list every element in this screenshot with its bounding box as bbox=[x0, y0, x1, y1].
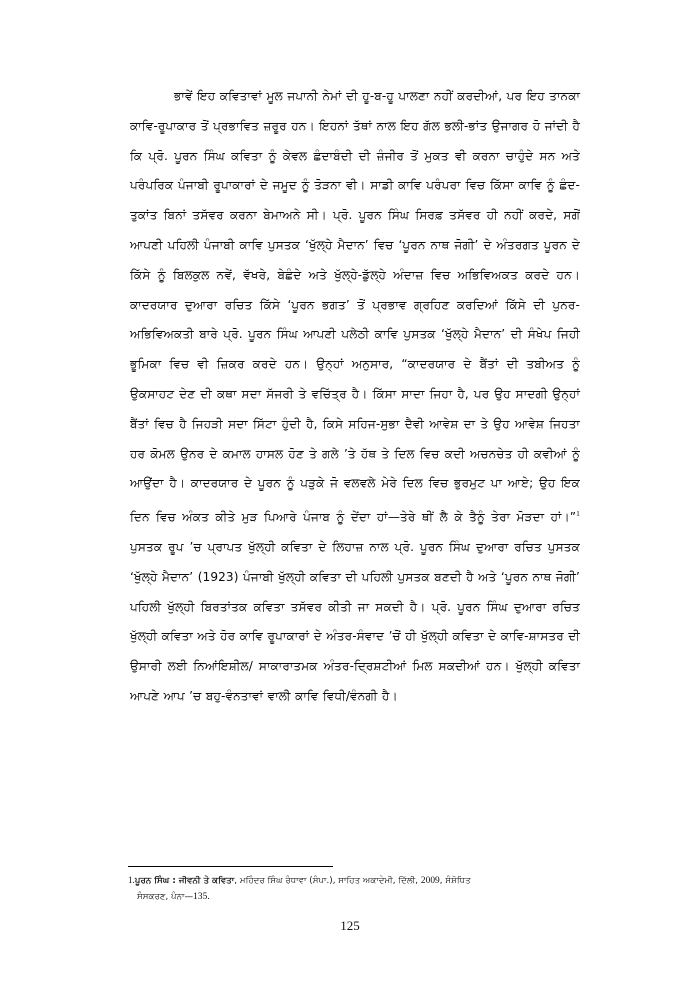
footnote-book-title: ਪੂਰਨ ਸਿੰਘ : ਜੀਵਨੀ ਤੇ ਕਵਿਤਾ bbox=[134, 876, 235, 886]
footnote-area bbox=[128, 866, 580, 905]
body-paragraph-main bbox=[130, 82, 580, 712]
footnote-number: 1. bbox=[128, 875, 135, 885]
footnote-editor-publisher: , ਮਹਿੰਦਰ ਸਿੰਘ ਰੰਧਾਵਾ (ਸੰਪਾ.), ਸਾਹਿਤ ਅਕਾਦੇਮੀ, ਦਿੱਲੀ, bbox=[234, 876, 421, 886]
page-number-footer: 125 bbox=[340, 918, 360, 933]
footnote-edition-prefix: ਸੰਸਕਰਣ, ਪੰਨਾ— bbox=[137, 891, 194, 902]
footnote-year: 2009 bbox=[420, 876, 440, 886]
footnote-reference-marker: 1 bbox=[576, 509, 580, 519]
footnote-separator-rule bbox=[128, 866, 333, 867]
body-paragraph-text-tail: ਪੁਸਤਕ ਰੂਪ ’ਚ ਪ੍ਰਾਪਤ ਖੁੱਲ੍ਹੀ ਕਵਿਤਾ ਦੇ ਲਿਹਾਜ਼ ਨਾਲ ਪ੍ਰੋ. ਪੂਰਨ ਸਿੰਘ ਦੁਆਰਾ ਰਚਿਤ ਪੁਸਤਕ ‘ਖੁੱਲ੍ਹੇ ਮੈਦਾਨ’ (1923) ਪੰਜਾਬੀ ਖੁੱਲ੍ਹੀ ਕਵਿਤਾ ਦੀ ਪਹਿਲੀ ਪੁਸਤਕ ਬਣਦੀ ਹੈ ਅਤੇ ‘ਪੂਰਨ ਨਾਥ ਜੋਗੀ’ ਪਹਿਲੀ ਖੁੱਲ੍ਹੀ ਬਿਰਤਾਂਤਕ ਕਵਿਤਾ ਤਸੱਵਰ ਕੀਤੀ ਜਾ ਸਕਦੀ ਹੈ। ਪ੍ਰੋ. ਪੂਰਨ ਸਿੰਘ ਦੁਆਰਾ ਰਚਿਤ ਖੁੱਲ੍ਹੀ ਕਵਿਤਾ ਅਤੇ ਹੋਰ ਕਾਵਿ ਰੂਪਾਕਾਰਾਂ ਦੇ ਅੰਤਰ-ਸੰਵਾਦ ’ਚੋਂ ਹੀ ਖੁੱਲ੍ਹੀ ਕਵਿਤਾ ਦੇ ਕਾਵਿ-ਸ਼ਾਸਤਰ ਦੀ ਉਸਾਰੀ ਲਈ ਨਿਆਂਇਸ਼ੀਲ/ ਸਾਕਾਰਾਤਮਕ ਅੰਤਰ-ਦ੍ਰਿਸ਼ਟੀਆਂ ਮਿਲ ਸਕਦੀਆਂ ਹਨ। ਖੁੱਲ੍ਹੀ ਕਵਿਤਾ ਆਪਣੇ ਆਪ ’ਚ ਬਹੁ-ਵੰਨਤਾਵਾਂ ਵਾਲੀ ਕਾਵਿ ਵਿਧੀ/ਵੰਨਗੀ ਹੈ। bbox=[130, 539, 580, 703]
body-paragraph-text: ਭਾਵੇਂ ਇਹ ਕਵਿਤਾਵਾਂ ਮੂਲ ਜਪਾਨੀ ਨੇਮਾਂ ਦੀ ਹੂ-ਬ-ਹੂ ਪਾਲਣਾ ਨਹੀਂ ਕਰਦੀਆਂ, ਪਰ ਇਹ ਤਾਨਕਾ ਕਾਵਿ-ਰੂਪਾਕਾਰ ਤੋਂ ਪ੍ਰਭਾਵਿਤ ਜ਼ਰੂਰ ਹਨ। ਇਹਨਾਂ ਤੱਥਾਂ ਨਾਲ ਇਹ ਗੱਲ ਭਲੀ-ਭਾਂਤ ਉਜਾਗਰ ਹੋ ਜਾਂਦੀ ਹੈ ਕਿ ਪ੍ਰੋ. ਪੂਰਨ ਸਿੰਘ ਕਵਿਤਾ ਨੂੰ ਕੇਵਲ ਛੰਦਾਬੰਦੀ ਦੀ ਜ਼ੰਜੀਰ ਤੋਂ ਮੁਕਤ ਵੀ ਕਰਨਾ ਚਾਹੁੰਦੇ ਸਨ ਅਤੇ ਪਰੰਪਰਿਕ ਪੰਜਾਬੀ ਰੂਪਾਕਾਰਾਂ ਦੇ ਜਮੂਦ ਨੂੰ ਤੋੜਨਾ ਵੀ। ਸਾਡੀ ਕਾਵਿ ਪਰੰਪਰਾ ਵਿਚ ਕਿੱਸਾ ਕਾਵਿ ਨੂੰ ਛੰਦ-ਤੁਕਾਂਤ ਬਿਨਾਂ ਤਸੱਵਰ ਕਰਨਾ ਬੇਮਾਅਨੇ ਸੀ। ਪ੍ਰੋ. ਪੂਰਨ ਸਿੰਘ ਸਿਰਫ਼ ਤਸੱਵਰ ਹੀ ਨਹੀਂ ਕਰਦੇ, ਸਗੋਂ ਆਪਣੀ ਪਹਿਲੀ ਪੰਜਾਬੀ ਕਾਵਿ ਪੁਸਤਕ ‘ਖੁੱਲ੍ਹੇ ਮੈਦਾਨ’ ਵਿਚ ‘ਪੂਰਨ ਨਾਥ ਜੋਗੀ’ ਦੇ ਅੰਤਰਗਤ ਪੂਰਨ ਦੇ ਕਿੱਸੇ ਨੂੰ ਬਿਲਕੁਲ ਨਵੇਂ, ਵੱਖਰੇ, ਬੇਛੰਦੇ ਅਤੇ ਖੁੱਲ੍ਹੇ-ਡੁੱਲ੍ਹੇ ਅੰਦਾਜ਼ ਵਿਚ ਅਭਿਵਿਅਕਤ ਕਰਦੇ ਹਨ। ਕਾਦਰਯਾਰ ਦੁਆਰਾ ਰਚਿਤ ਕਿੱਸੇ ‘ਪੂਰਨ ਭਗਤ’ ਤੋਂ ਪ੍ਰਭਾਵ ਗ੍ਰਹਿਣ ਕਰਦਿਆਂ ਕਿੱਸੇ ਦੀ ਪੁਨਰ-ਅਭਿਵਿਅਕਤੀ ਬਾਰੇ ਪ੍ਰੋ. ਪੂਰਨ ਸਿੰਘ ਆਪਣੀ ਪਲੇਠੀ ਕਾਵਿ ਪੁਸਤਕ ‘ਖੁੱਲ੍ਹੇ ਮੈਦਾਨ’ ਦੀ ਸੰਖੇਪ ਜਿਹੀ ਭੂਮਿਕਾ ਵਿਚ ਵੀ ਜ਼ਿਕਰ ਕਰਦੇ ਹਨ। ਉਨ੍ਹਾਂ ਅਨੁਸਾਰ, “ਕਾਦਰਯਾਰ ਦੇ ਬੈਂਤਾਂ ਦੀ ਤਬੀਅਤ ਨੂੰ ਉਕਸਾਹਟ ਦੇਣ ਦੀ ਕਥਾ ਸਦਾ ਸੱਜਰੀ ਤੇ ਵਚਿੱਤ੍ਰ ਹੈ। ਕਿੱਸਾ ਸਾਦਾ ਜਿਹਾ ਹੈ, ਪਰ ਉਹ ਸਾਦਗੀ ਉਨ੍ਹਾਂ ਬੈਂਤਾਂ ਵਿਚ ਹੈ ਜਿਹੜੀ ਸਦਾ ਸਿੱਟਾ ਹੁੰਦੀ ਹੈ, ਕਿਸੇ ਸਹਿਜ-ਸੁਭਾ ਦੈਵੀ ਆਵੇਸ਼ ਦਾ ਤੇ ਉਹ ਆਵੇਸ਼ ਜਿਹਤਾ ਹਰ ਕੋਮਲ ਉਨਰ ਦੇ ਕਮਾਲ ਹਾਸਲ ਹੋਣ ਤੇ ਗਲੇ ’ਤੇ ਹੱਥ ਤੇ ਦਿਲ ਵਿਚ ਕਦੀ ਅਚਨਚੇਤ ਹੀ ਕਵੀਆਂ ਨੂੰ ਆਉਂਦਾ ਹੈ। ਕਾਦਰਯਾਰ ਦੇ ਪੂਰਨ ਨੂੰ ਪੜੁਕੇ ਜੋ ਵਲਵਲੇ ਮੇਰੇ ਦਿਲ ਵਿਚ ਭੁਰਮੁਟ ਪਾ ਆਏ; ਉਹ ਇਕ ਦਿਨ ਵਿਚ ਅੰਕਤ ਕੀਤੇ ਮੁੜ ਪਿਆਰੇ ਪੰਜਾਬ ਨੂੰ ਦੇਂਦਾ ਹਾਂ—ਤੇਰੇ ਥੀਂ ਲੈ ਕੇ ਤੈਨੂੰ ਤੇਰਾ ਮੋੜਦਾ ਹਾਂ।” bbox=[130, 89, 580, 525]
page-content-area bbox=[130, 82, 580, 712]
footnote-citation bbox=[128, 873, 580, 890]
footnote-citation-line2 bbox=[128, 890, 580, 906]
footnote-edition: , ਸੰਸ਼ੋਧਿਤ bbox=[439, 876, 471, 886]
footnote-page-reference: 135. bbox=[193, 891, 210, 902]
